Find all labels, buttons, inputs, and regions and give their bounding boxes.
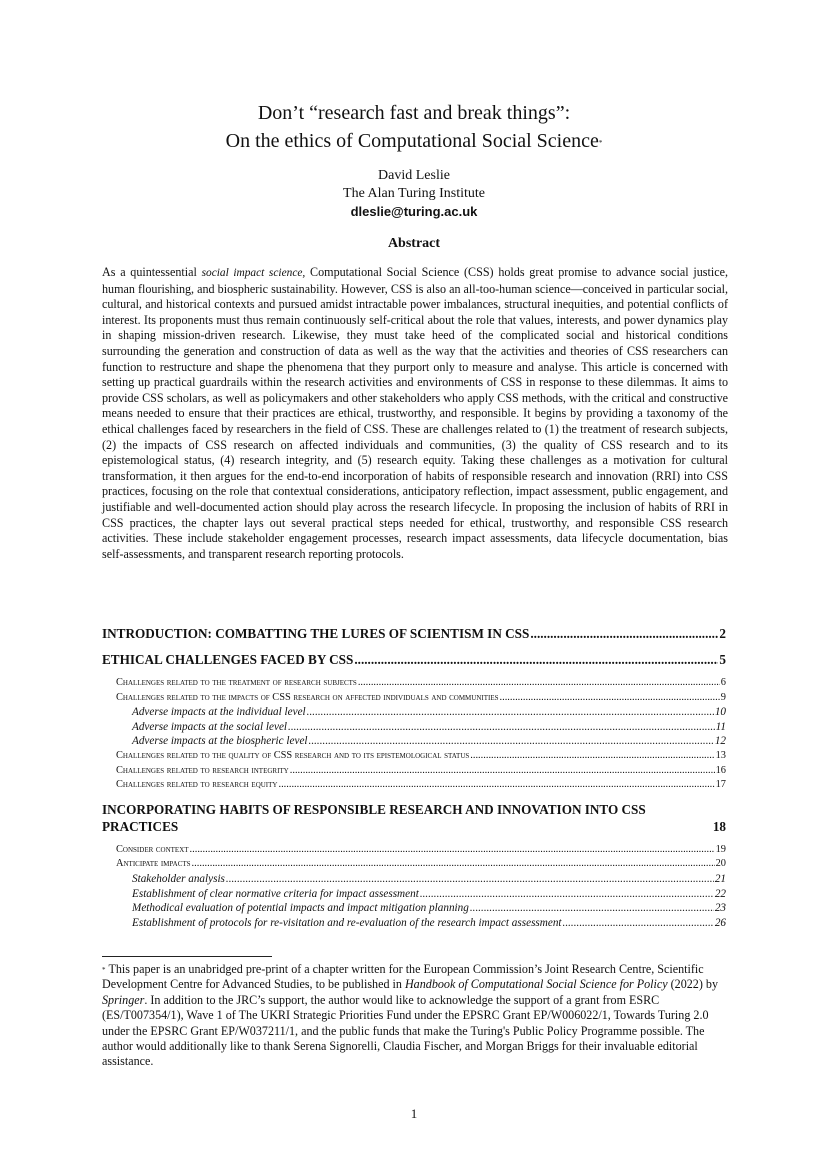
toc-entry-rri-habits[interactable] (102, 801, 726, 835)
table-of-contents (102, 625, 726, 930)
toc-entry-label: Establishment of clear normative criteria for impact assessment (132, 887, 419, 900)
footnote-text-1: This paper is an unabridged pre-print of a chapter written for the European Commission’s Joint Research Centre, Scientific Development Centre for Advanced Studies, to be published in (102, 962, 704, 992)
abstract-heading: Abstract (387, 236, 441, 251)
toc-entry-impacts[interactable] (102, 691, 726, 706)
toc-entry-label: Establishment of protocols for re-visitation and re-evaluation of the research impact assessment (132, 916, 562, 929)
toc-entry-label-line-2: PRACTICES (102, 818, 179, 834)
abstract-text (102, 265, 728, 562)
toc-entry-label: Methodical evaluation of potential impacts and impact mitigation planning (132, 902, 469, 915)
toc-entry-page: 16 (715, 764, 726, 776)
toc-entry-methodical-evaluation[interactable] (102, 901, 726, 916)
author-name: David Leslie (378, 168, 450, 183)
toc-entry-label-line-2-row (102, 818, 726, 835)
toc-entry-page: 26 (714, 916, 726, 929)
toc-entry-introduction[interactable] (102, 625, 726, 642)
toc-entry-quality[interactable] (102, 749, 726, 764)
toc-entry-biospheric-level[interactable] (102, 734, 726, 749)
abstract-body: Computational Social Science (CSS) holds great promise to advance social justice, human flourishing, and biospheric sustainability. However, CSS is also an all-too-human science—conceived in particular social, cultural, and historical contexts and pursued amidst intractable power imbalances, structural inequities, and potential conflicts of interest. Its proponents must thus remain continuously self-critical about the role that values, interests, and power dynamics play in shaping mission-driven research. Likewise, they must take heed of the complicated social and historical conditions surrounding the generation and construction of data as well as the way that the activities and theories of CSS researchers can function to restructure and shape the phenomena that they purport only to measure and analyse. This article is concerned with setting up practical guardrails within the research activities and environments of CSS in response to these dilemmas. It aims to provide CSS scholars, as well as policymakers and other stakeholders who apply CSS methods, with the critical and constructive means needed to ensure that their practices are ethical, trustworthy, and responsible. It begins by providing a taxonomy of the ethical challenges faced by researchers in the field of CSS. These are challenges related to (1) the treatment of research subjects, (2) the impacts of CSS research on affected individuals and communities, (3) the quality of CSS research and to its epistemological status, (4) research integrity, and (5) research equity. Taking these challenges as a motivation for cultural transformation, it then argues for the end-to-end incorporation of habits of responsible research and innovation (RRI) into CSS practices, focusing on the role that contextual considerations, anticipatory reflection, impact assessment, public engagement, and justifiable and well-documented action should play across the research lifecycle. In proposing the inclusion of habits of RRI in CSS practices, the chapter lays out several practical steps needed for ethical, trustworthy, and responsible CSS research activities. These include stakeholder engagement processes, research impact assessments, data lifecycle documentation, bias self-assessments, and transparent research reporting protocols. (102, 265, 728, 561)
toc-entry-label: Challenges related to the treatment of research subjects (116, 677, 357, 688)
toc-leader (192, 857, 715, 872)
author-block (0, 167, 828, 221)
toc-entry-label: Adverse impacts at the social level (132, 720, 288, 733)
toc-leader (309, 734, 714, 749)
toc-entry-page: 12 (714, 735, 726, 748)
toc-entry-page: 2 (719, 626, 726, 641)
abstract-prefix: As a quintessential (102, 265, 202, 279)
title-footnote-mark: * (598, 139, 603, 147)
toc-entry-stakeholder-analysis[interactable] (102, 872, 726, 887)
toc-entry-normative-criteria[interactable] (102, 887, 726, 902)
toc-entry-label: Stakeholder analysis (132, 872, 225, 885)
toc-leader (530, 625, 718, 642)
toc-entry-revisitation-protocols[interactable] (102, 916, 726, 931)
toc-entry-page: 22 (714, 887, 726, 900)
toc-entry-label: Adverse impacts at the biospheric level (132, 735, 308, 748)
toc-entry-page: 10 (714, 706, 726, 719)
toc-entry-consider-context[interactable] (102, 843, 726, 858)
toc-leader (470, 749, 714, 764)
toc-leader (226, 872, 714, 887)
toc-entry-social-level[interactable] (102, 720, 726, 735)
footnote (102, 962, 728, 1070)
toc-entry-label: Challenges related to the impacts of CSS research on affected individuals and communities (116, 691, 499, 703)
toc-leader (290, 764, 715, 779)
paper-title (0, 99, 828, 155)
toc-entry-anticipate-impacts[interactable] (102, 857, 726, 872)
toc-entry-label: Consider context (116, 843, 189, 855)
toc-entry-label: ETHICAL CHALLENGES FACED BY CSS (102, 652, 354, 667)
toc-entry-individual-level[interactable] (102, 705, 726, 720)
footnote-divider (102, 956, 272, 957)
toc-entry-label: INTRODUCTION: COMBATTING THE LURES OF SCIENTISM IN CSS (102, 626, 530, 641)
toc-leader (500, 691, 720, 706)
toc-entry-label: Challenges related to the quality of CSS research and to its epistemological status (116, 749, 470, 761)
toc-leader (358, 676, 720, 691)
toc-entry-label: Challenges related to research equity (116, 779, 278, 791)
toc-entry-page: 17 (715, 779, 726, 791)
toc-entry-label-line-1: INCORPORATING HABITS OF RESPONSIBLE RESEARCH AND INNOVATION INTO CSS (102, 801, 646, 817)
footnote-publisher: Springer (102, 992, 145, 1007)
toc-entry-label: Anticipate impacts (116, 858, 191, 870)
toc-entry-page: 21 (714, 872, 726, 885)
toc-leader (420, 887, 714, 902)
toc-entry-equity[interactable] (102, 778, 726, 793)
toc-entry-research-subjects[interactable] (102, 676, 726, 691)
title-line-2-text: On the ethics of Computational Social Science (225, 130, 599, 152)
toc-leader (563, 916, 714, 931)
toc-leader (470, 901, 714, 916)
toc-entry-page: 5 (719, 652, 726, 667)
footnote-text-2: (2022) by (667, 977, 718, 992)
toc-entry-page: 9 (720, 691, 726, 703)
footnote-book-title: Handbook of Computational Social Science for Policy (404, 977, 668, 992)
toc-entry-page: 18 (712, 818, 726, 834)
toc-entry-page: 20 (715, 858, 726, 870)
title-line-1: Don’t “research fast and break things”: (257, 102, 571, 124)
toc-entry-integrity[interactable] (102, 764, 726, 779)
author-affiliation: The Alan Turing Institute (343, 186, 485, 201)
toc-leader (278, 778, 714, 793)
toc-leader (190, 843, 715, 858)
toc-entry-page: 11 (715, 720, 726, 733)
toc-entry-page: 23 (714, 902, 726, 915)
toc-entry-page: 13 (715, 749, 726, 761)
page-number: 1 (410, 1106, 418, 1121)
title-line-2 (0, 127, 828, 155)
toc-leader (288, 720, 715, 735)
toc-entry-page: 19 (715, 843, 726, 855)
footnote-text-3: . In addition to the JRC’s support, the author would like to acknowledge the support of a grant from ESRC (ES/T007354/1), Wave 1 of The UKRI Strategic Priorities Fund under the EPSRC Grant EP/W006022/1, Towards Turing 2.0 under the EPSRC Grant EP/W037211/1, and the public funds that make the Turing's Public Policy Programme possible. The author would additionally like to thank Serena Signorelli, Claudia Fischer, and Morgan Briggs for their invaluable editorial assistance. (102, 992, 709, 1069)
toc-leader (307, 705, 714, 720)
toc-entry-ethical-challenges[interactable] (102, 651, 726, 668)
author-email[interactable]: dleslie@turing.ac.uk (350, 204, 478, 219)
toc-entry-label: Challenges related to research integrity (116, 764, 289, 776)
toc-leader (354, 651, 718, 668)
toc-entry-label: Adverse impacts at the individual level (132, 706, 306, 719)
toc-entry-page: 6 (720, 677, 726, 688)
abstract-emphasis: social impact science, (201, 267, 306, 279)
footnote-mark: * (102, 966, 106, 974)
